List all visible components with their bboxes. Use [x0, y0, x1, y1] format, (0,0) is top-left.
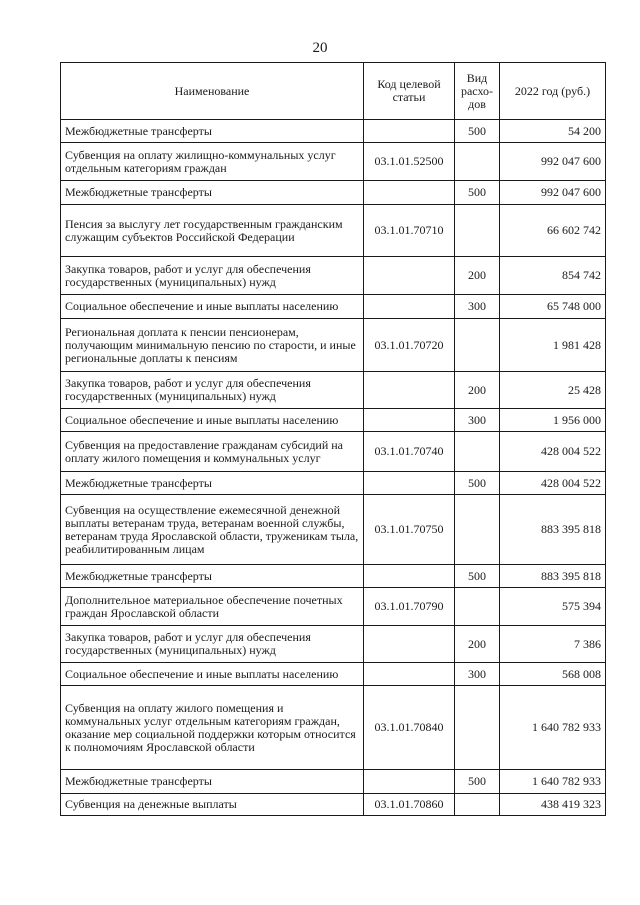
table-row	[61, 295, 606, 319]
row-kind: 300	[455, 409, 500, 432]
table-row	[61, 205, 606, 257]
row-code: 03.1.01.70740	[364, 432, 455, 472]
row-amount: 992 047 600	[500, 143, 606, 181]
row-code: 03.1.01.70860	[364, 794, 455, 816]
row-amount: 54 200	[500, 120, 606, 143]
header-code: Код целевой статьи	[364, 63, 455, 120]
row-amount: 7 386	[500, 626, 606, 663]
row-code	[364, 472, 455, 495]
row-kind	[455, 588, 500, 626]
row-code	[364, 626, 455, 663]
row-name: Закупка товаров, работ и услуг для обеспечения государственных (муниципальных) нужд	[61, 372, 364, 409]
table-row	[61, 181, 606, 205]
row-amount: 883 395 818	[500, 495, 606, 565]
row-name: Социальное обеспечение и иные выплаты населению	[61, 295, 364, 319]
row-amount: 568 008	[500, 663, 606, 686]
table-row	[61, 626, 606, 663]
row-amount: 992 047 600	[500, 181, 606, 205]
table-row	[61, 472, 606, 495]
row-amount: 428 004 522	[500, 472, 606, 495]
row-name: Субвенция на предоставление гражданам субсидий на оплату жилого помещения и коммунальных услуг	[61, 432, 364, 472]
row-kind: 300	[455, 663, 500, 686]
row-name: Пенсия за выслугу лет государственным гражданским служащим субъектов Российской Федерации	[61, 205, 364, 257]
row-kind: 500	[455, 181, 500, 205]
table-row	[61, 663, 606, 686]
row-code	[364, 257, 455, 295]
row-name: Закупка товаров, работ и услуг для обеспечения государственных (муниципальных) нужд	[61, 626, 364, 663]
row-code: 03.1.01.70720	[364, 319, 455, 372]
row-code	[364, 295, 455, 319]
header-name: Наименование	[61, 63, 364, 120]
table-row	[61, 257, 606, 295]
row-code	[364, 770, 455, 794]
table-row	[61, 432, 606, 472]
row-kind	[455, 319, 500, 372]
row-amount: 854 742	[500, 257, 606, 295]
table-row	[61, 495, 606, 565]
table-row	[61, 794, 606, 816]
row-kind	[455, 205, 500, 257]
row-name: Межбюджетные трансферты	[61, 120, 364, 143]
row-code: 03.1.01.70790	[364, 588, 455, 626]
header-kind: Вид расхо-дов	[455, 63, 500, 120]
row-name: Субвенция на денежные выплаты	[61, 794, 364, 816]
row-name: Субвенция на оплату жилищно-коммунальных услуг отдельным категориям граждан	[61, 143, 364, 181]
row-amount: 428 004 522	[500, 432, 606, 472]
budget-table	[60, 62, 606, 816]
row-kind: 500	[455, 472, 500, 495]
row-kind: 500	[455, 770, 500, 794]
row-amount: 438 419 323	[500, 794, 606, 816]
row-kind	[455, 495, 500, 565]
row-code	[364, 663, 455, 686]
row-code: 03.1.01.70710	[364, 205, 455, 257]
row-kind	[455, 143, 500, 181]
row-code	[364, 372, 455, 409]
row-amount: 1 640 782 933	[500, 770, 606, 794]
page-number: 20	[312, 40, 328, 56]
row-kind: 200	[455, 372, 500, 409]
row-name: Межбюджетные трансферты	[61, 472, 364, 495]
table-header	[61, 63, 606, 120]
row-name: Закупка товаров, работ и услуг для обеспечения государственных (муниципальных) нужд	[61, 257, 364, 295]
row-amount: 575 394	[500, 588, 606, 626]
table-row	[61, 770, 606, 794]
table-body	[61, 120, 606, 816]
row-name: Субвенция на оплату жилого помещения и коммунальных услуг отдельным категориям граждан, оказание мер социальной поддержки которым относится к полномочиям Ярославской области	[61, 686, 364, 770]
row-kind: 300	[455, 295, 500, 319]
table-row	[61, 565, 606, 588]
row-amount: 1 981 428	[500, 319, 606, 372]
row-kind: 200	[455, 626, 500, 663]
table-row	[61, 319, 606, 372]
row-name: Социальное обеспечение и иные выплаты населению	[61, 409, 364, 432]
row-name: Региональная доплата к пенсии пенсионерам, получающим минимальную пенсию по старости, и иные региональные доплаты к пенсиям	[61, 319, 364, 372]
row-code: 03.1.01.70750	[364, 495, 455, 565]
row-amount: 883 395 818	[500, 565, 606, 588]
header-amount: 2022 год (руб.)	[500, 63, 606, 120]
row-amount: 65 748 000	[500, 295, 606, 319]
table-row	[61, 372, 606, 409]
row-name: Социальное обеспечение и иные выплаты населению	[61, 663, 364, 686]
row-name: Межбюджетные трансферты	[61, 565, 364, 588]
table-row	[61, 120, 606, 143]
row-code	[364, 181, 455, 205]
row-code	[364, 565, 455, 588]
row-amount: 66 602 742	[500, 205, 606, 257]
row-amount: 1 640 782 933	[500, 686, 606, 770]
row-amount: 25 428	[500, 372, 606, 409]
row-name: Межбюджетные трансферты	[61, 770, 364, 794]
row-kind	[455, 686, 500, 770]
table-row	[61, 588, 606, 626]
row-kind: 500	[455, 120, 500, 143]
row-kind: 500	[455, 565, 500, 588]
row-amount: 1 956 000	[500, 409, 606, 432]
table-row	[61, 409, 606, 432]
row-name: Межбюджетные трансферты	[61, 181, 364, 205]
row-kind	[455, 432, 500, 472]
row-kind	[455, 794, 500, 816]
row-name: Дополнительное материальное обеспечение почетных граждан Ярославской области	[61, 588, 364, 626]
row-code	[364, 120, 455, 143]
row-code: 03.1.01.52500	[364, 143, 455, 181]
table-row	[61, 143, 606, 181]
table-row	[61, 686, 606, 770]
row-name: Субвенция на осуществление ежемесячной денежной выплаты ветеранам труда, ветеранам военной службы, ветеранам труда Ярославской области, труженикам тыла, реабилитированным лицам	[61, 495, 364, 565]
row-code	[364, 409, 455, 432]
row-code: 03.1.01.70840	[364, 686, 455, 770]
row-kind: 200	[455, 257, 500, 295]
